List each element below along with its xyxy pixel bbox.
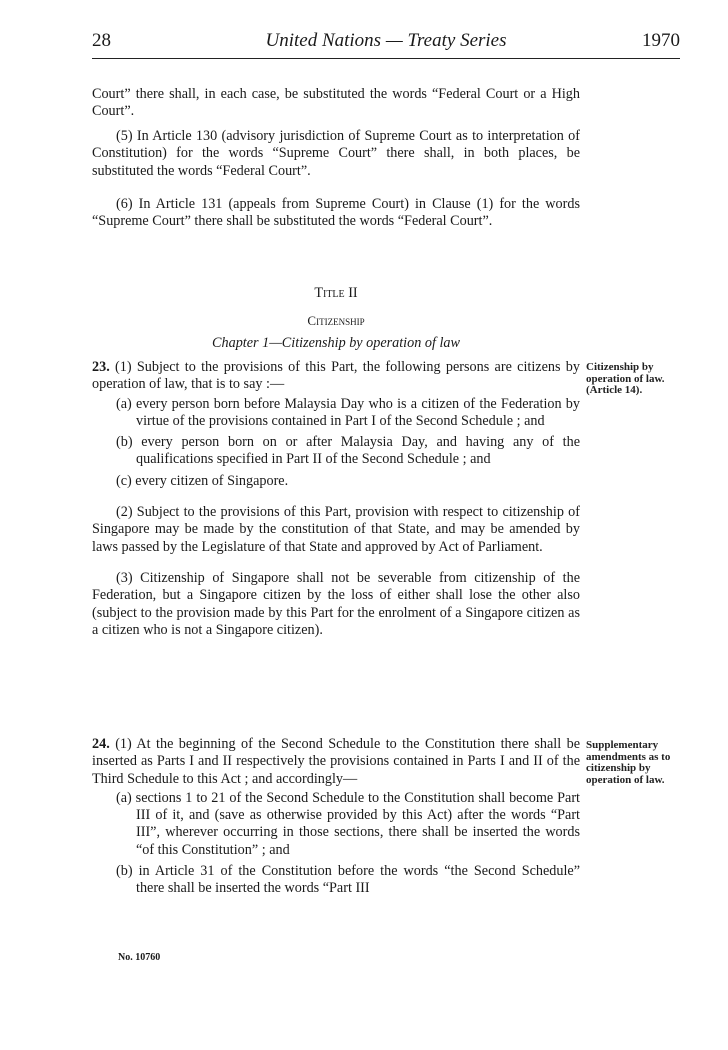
section-23-clause-2: (2) Subject to the provisions of this Part, provision with respect to citizenship of Singapore may be made by the constitution of that State, and may be amended by laws passed by the Legislature of that State and approved by Act of Parliament. xyxy=(92,504,580,555)
margin-note-citizenship: Citizenship by operation of law. (Article 14). xyxy=(586,361,665,396)
section-24 xyxy=(92,736,580,898)
chapter-heading: Chapter 1—Citizenship by operation of law xyxy=(212,335,460,351)
paragraph-6: (6) In Article 131 (appeals from Supreme Court) in Clause (1) for the words “Supreme Court” there shall be substituted the words “Federal Court”. xyxy=(92,196,580,230)
section-23 xyxy=(92,359,580,639)
section-number: 23. xyxy=(92,359,110,375)
section-24-item-b: (b) in Article 31 of the Constitution before the words “the Second Schedule” there shall be inserted the words “Part III xyxy=(116,863,580,897)
document-number: No. 10760 xyxy=(118,952,161,963)
section-23-item-c: (c) every citizen of Singapore. xyxy=(116,472,289,489)
header-rule xyxy=(92,58,680,59)
citizenship-heading: Citizenship xyxy=(307,313,365,328)
running-header xyxy=(92,30,680,54)
title-heading: Title II xyxy=(314,285,358,301)
section-23-clause-1: (1) Subject to the provisions of this Part, the following persons are citizens by operation of law, that is to say :— xyxy=(92,359,580,393)
section-number: 24. xyxy=(92,736,110,752)
section-24-item-a: (a) sections 1 to 21 of the Second Schedule to the Constitution shall become Part III of it, and (save as otherwise provided by this Act) after the words “Part III”, wherever occurring in those sections, there shall be inserted the words “of this Constitution” ; and xyxy=(116,789,580,858)
section-23-item-b: (b) every person born on or after Malaysia Day, and having any of the qualifications specified in Part II of the Second Schedule ; and xyxy=(116,434,580,468)
page-number: 28 xyxy=(92,30,111,51)
header-year: 1970 xyxy=(642,30,680,51)
margin-note-supplementary: Supplementary amendments as to citizenship by operation of law. xyxy=(586,739,671,786)
paragraph-continuation: Court” there shall, in each case, be substituted the words “Federal Court or a High Court”. xyxy=(92,86,580,120)
section-23-clause-3: (3) Citizenship of Singapore shall not be severable from citizenship of the Federation, but a Singapore citizen by the loss of either shall lose the other also (subject to the provision made by this Part for the enrolment of a Singapore citizen as a citizen who is not a Singapore citizen). xyxy=(92,569,580,638)
section-24-clause-1: (1) At the beginning of the Second Schedule to the Constitution there shall be inserted as Parts I and II respectively the provisions contained in Parts I and II of the Third Schedule to this Act ; and accordingly— xyxy=(92,736,581,787)
section-23-item-a: (a) every person born before Malaysia Day who is a citizen of the Federation by virtue of the provisions contained in Part I of the Second Schedule ; and xyxy=(116,395,580,429)
journal-title: United Nations — Treaty Series xyxy=(265,30,507,51)
paragraph-5: (5) In Article 130 (advisory jurisdiction of Supreme Court as to interpretation of Constitution) for the words “Supreme Court” there shall, in both places, be substituted the words “Federal Court”. xyxy=(92,128,580,179)
